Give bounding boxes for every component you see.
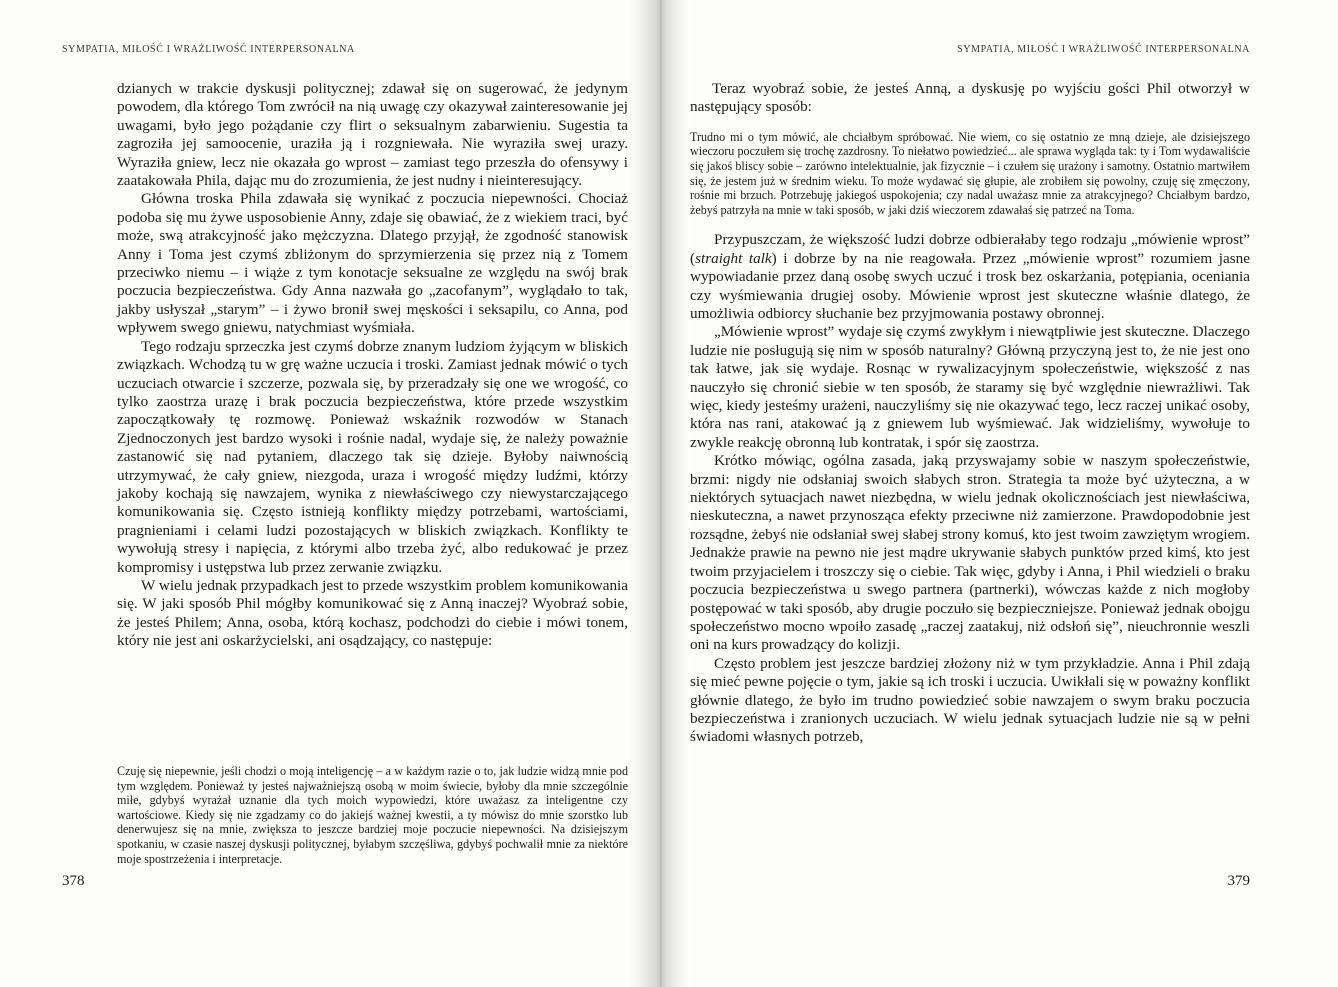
paragraph: Teraz wyobraź sobie, że jesteś Anną, a dyskusję po wyjściu gości Phil otworzył w następujący sposób: xyxy=(690,80,1250,116)
page-body xyxy=(690,80,1250,747)
page-number: 379 xyxy=(1227,873,1250,889)
block-quote: Czuję się niepewnie, jeśli chodzi o moją inteligencję – a w każdym razie o to, jak ludzie widzą mnie pod tym względem. Ponieważ ty jesteś najważniejszą osobą w moim świecie, byłoby dla mnie szczególnie miłe, gdybyś wyrażał uznanie dla tych moich wypowiedzi, które uważasz za inteligentne czy wartościowe. Kiedy się nie zgadzamy co do jakiejś ważnej kwestii, a ty mówisz do mnie szorstko lub denerwujesz się na mnie, zwiększa to jeszcze bardziej moje poczucie niepewności. Na dzisiejszym spotkaniu, w czasie naszej dyskusji politycznej, byłabym szczęśliwa, gdybyś pochwalił mnie za niektóre moje spostrzeżenia i interpretacje. xyxy=(117,764,628,866)
right-page xyxy=(690,0,1250,987)
paragraph: „Mówienie wprost” wydaje się czymś zwykłym i niewątpliwie jest skuteczne. Dlaczego ludzie nie posługują się nim w sposób naturalny? Główną przyczyną jest to, że nie jest ono tak łatwe, jak się wydaje. Rosnąc w rywalizacyjnym społeczeństwie, większość z nas nauczyło się chronić siebie w ten sposób, że staramy się być względnie niewrażliwi. Tak więc, kiedy jesteśmy urażeni, nauczyliśmy się nie okazywać tego, lecz raczej unikać osoby, która nas rani, atakować ją z gniewem lub wyśmiewać. Jak widzieliśmy, wywołuje to zwykle reakcję obronną lub kontratak, i spór się zaostrza. xyxy=(690,323,1250,451)
paragraph: W wielu jednak przypadkach jest to przede wszystkim problem komunikowania się. W jaki sposób Phil mógłby komunikować się z Anną inaczej? Wyobraź sobie, że jesteś Philem; Anna, osoba, którą kochasz, podchodzi do ciebie i mówi tonem, który nie jest ani oskarżycielski, ani osądzający, co następuje: xyxy=(117,576,628,650)
left-page xyxy=(62,0,628,987)
page-body xyxy=(117,80,628,651)
page-number: 378 xyxy=(62,873,85,889)
book-gutter xyxy=(628,0,690,987)
paragraph: Często problem jest jeszcze bardziej złożony niż w tym przykładzie. Anna i Phil zdają się mieć pewne pojęcie o tym, jakie są ich troski i uczucia. Uwikłali się w poważny konflikt głównie dlatego, że było im trudno powiedzieć sobie nawzajem o swym braku poczucia bezpieczeństwa i zranionych uczuciach. W wielu jednak sytuacjach ludzie nie są w pełni świadomi własnych potrzeb, xyxy=(690,654,1250,746)
italic-term: straight talk xyxy=(695,249,772,267)
running-head: SYMPATIA, MIŁOŚĆ I WRAŻLIWOŚĆ INTERPERSONALNA xyxy=(957,44,1250,55)
paragraph: Tego rodzaju sprzeczka jest czymś dobrze znanym ludziom żyjącym w bliskich związkach. Wchodzą tu w grę ważne uczucia i troski. Zamiast jednak mówić o tych uczuciach otwarcie i szczerze, pozwala się, by przeradzały się one we wrogość, co tylko zaostrza urazę i brak poczucia bezpieczeństwa, które przede wszystkim zapoczątkowały tę rozmowę. Ponieważ wskaźnik rozwodów w Stanach Zjednoczonych jest bardzo wysoki i rośnie nadal, wydaje się, że należy poważnie zastanowić się nad pytaniem, dlaczego tak się dzieje. Byłoby naiwnością utrzymywać, że cały gniew, niezgoda, uraza i wrogość między ludźmi, którzy jakoby kochają się nawzajem, wynika z niewłaściwego czy niewystarczającego komunikowania się. Często istnieją konflikty między potrzebami, wartościami, pragnieniami i celami ludzi pozostających w bliskich związkach. Konflikty te wywołują stresy i napięcia, z którymi albo trzeba żyć, albo redukować je przez kompromisy i ustępstwa lub przez zerwanie związku. xyxy=(117,337,628,576)
block-quote: Trudno mi o tym mówić, ale chciałbym spróbować. Nie wiem, co się ostatnio ze mną dzieje, ale dzisiejszego wieczoru poczułem się trochę zazdrosny. To niełatwo powiedzieć... ale sprawa wygląda tak: ty i Tom wydawaliście się jakoś bliscy sobie – zarówno intelektualnie, jak fizycznie – i czułem się urażony i samotny. Ostatnio martwiłem się, że jestem już w średnim wieku. To może wydawać się głupie, ale zrobiłem się powolny, czuję się zmęczony, rośnie mi brzuch. Potrzebuję jakiegoś uspokojenia; czy nadal uważasz mnie za atrakcyjnego? Chciałbym bardzo, żebyś patrzyła na mnie w taki sposób, w jaki dziś wieczorem zdawałaś się patrzeć na Toma. xyxy=(690,129,1250,217)
gutter-fold xyxy=(660,0,662,987)
running-head: SYMPATIA, MIŁOŚĆ I WRAŻLIWOŚĆ INTERPERSONALNA xyxy=(62,44,355,55)
paragraph: Przypuszczam, że większość ludzi dobrze odbierałaby tego rodzaju „mówienie wprost” (straight talk) i dobrze by na nie reagowała. Przez „mówienie wprost” rozumiem jasne wypowiadanie przez daną osobę swych uczuć i trosk bez oskarżania, potępiania, oceniania czy wyśmiewania drugiej osoby. Mówienie wprost jest skuteczne właśnie dlatego, że umożliwia odbiorcy słuchanie bez przyjmowania postawy obronnej. xyxy=(690,231,1250,322)
paragraph: dzianych w trakcie dyskusji politycznej; zdawał się on sugerować, że jedynym powodem, dla którego Tom zwrócił na nią uwagę czy okazywał zainteresowanie jej uwagami, było jego pożądanie czy flirt o seksualnym zabarwieniu. Sugestia ta zagroziła jej samoocenie, uraziła ją i rozgniewała. Nie wyraziła swej urazy. Wyraziła gniew, lecz nie okazała go wprost – zamiast tego przeszła do ofensywy i zaatakowała Phila, dając mu do zrozumienia, że jest nudny i nieinteresujący. xyxy=(117,80,628,190)
paragraph: Krótko mówiąc, ogólna zasada, jaką przyswajamy sobie w naszym społeczeństwie, brzmi: nigdy nie odsłaniaj swoich słabych stron. Strategia ta może być użyteczna, a w niektórych sytuacjach nawet niezbędna, w wielu jednak okolicznościach jest niewłaściwa, nieskuteczna, a nawet przynosząca efekty przeciwne niż zamierzone. Prawdopodobnie jest rozsądne, żebyś nie odsłaniał swej słabej strony komuś, kto jest twoim zawziętym wrogiem. Jednakże prawie na pewno nie jest mądre ukrywanie słabych punktów przed kimś, kto jest twoim przyjacielem i troszczy się o ciebie. Tak więc, gdyby i Anna, i Phil wiedzieli o braku poczucia bezpieczeństwa u swego partnera (partnerki), wówczas każde z nich mogłoby postępować w taki sposób, aby drugie poczuło się bezpieczniejsze. Ponieważ jednak obojgu społeczeństwo mocno wpoiło zasadę „raczej zaatakuj, niż odsłoń się”, nieuchronnie weszli oni na kurs prowadzący do kolizji. xyxy=(690,452,1250,654)
paragraph: Główna troska Phila zdawała się wynikać z poczucia niepewności. Chociaż podoba się mu żywe usposobienie Anny, zdaje się obawiać, że z wiekiem traci, być może, swą atrakcyjność jako mężczyzna. Dlatego przyjął, że zgodność stanowisk Anny i Toma jest czymś zbliżonym do sprzymierzenia się przez nią z Tomem przeciwko niemu – i wiąże z tym konotacje seksualne ze względu na swój brak poczucia bezpieczeństwa. Gdy Anna nazwała go „zacofanym”, wyglądało to tak, jakby usłyszał „starym” – i żywo bronił swej męskości i seksapilu, co Anna, pod wpływem swego gniewu, natychmiast wyśmiała. xyxy=(117,190,628,337)
